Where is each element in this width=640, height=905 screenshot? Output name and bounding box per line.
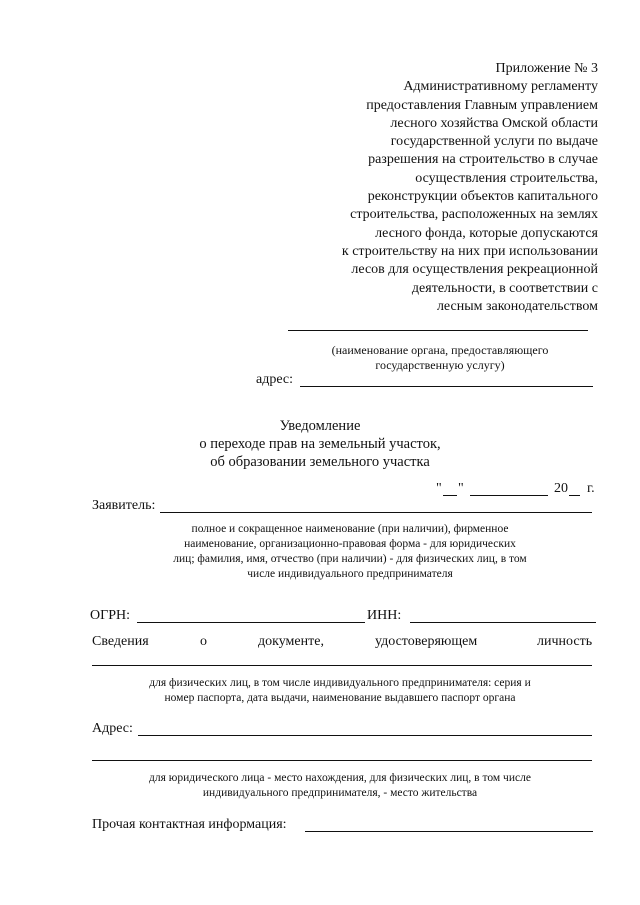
- date-year-field[interactable]: [569, 495, 580, 496]
- identity-field[interactable]: [92, 665, 592, 666]
- applicant-hint: [100, 522, 600, 582]
- date-quote-close: ": [458, 481, 464, 496]
- address-label: Адрес:: [92, 721, 133, 736]
- identity-word: документе,: [258, 634, 324, 649]
- inn-label: ИНН:: [367, 608, 402, 623]
- applicant-label: Заявитель:: [92, 498, 156, 513]
- appendix-line: лесного фонда, которые допускаются: [375, 225, 598, 241]
- applicant-field[interactable]: [160, 512, 592, 513]
- contact-field[interactable]: [305, 831, 593, 832]
- date-month-field[interactable]: [470, 495, 548, 496]
- appendix-line: разрешения на строительство в случае: [368, 152, 598, 168]
- appendix-line: государственной услуги по выдаче: [390, 134, 598, 150]
- date-quote-open: ": [436, 481, 442, 496]
- appendix-line: лесным законодательством: [436, 298, 598, 314]
- appendix-line: Административному регламенту: [403, 79, 598, 95]
- identity-word: личность: [537, 634, 593, 649]
- applicant-hint-line: наименование, организационно-правовая форма - для юридических: [184, 538, 516, 550]
- date-year-prefix: 20: [554, 481, 568, 496]
- title-line: об образовании земельного участка: [210, 454, 430, 470]
- authority-caption: [290, 343, 590, 373]
- address-field-2[interactable]: [92, 760, 592, 761]
- authority-address-label: адрес:: [256, 372, 294, 387]
- applicant-hint-line: лиц; фамилия, имя, отчество (при наличии) - для физических лиц, в том: [173, 553, 527, 565]
- address-hint-line: для юридического лица - место нахождения, для физических лиц, в том числе: [149, 772, 531, 784]
- authority-caption-line: государственную услугу): [375, 358, 505, 372]
- appendix-line: деятельности, в соответствии с: [411, 280, 598, 296]
- date-day-field[interactable]: [443, 495, 457, 496]
- applicant-hint-line: числе индивидуального предпринимателя: [247, 568, 453, 580]
- ogrn-label: ОГРН:: [90, 608, 130, 623]
- contact-label: Прочая контактная информация:: [92, 817, 287, 832]
- document-title: [0, 417, 640, 471]
- authority-caption-line: (наименование органа, предоставляющего: [331, 343, 549, 357]
- appendix-header: [278, 60, 598, 316]
- address-hint-line: индивидуального предпринимателя, - место жительства: [202, 787, 478, 799]
- identity-hint: [80, 676, 600, 706]
- appendix-line: к строительству на них при использовании: [341, 243, 598, 259]
- date-year-suffix: г.: [587, 481, 595, 496]
- appendix-line: лесов для осуществления рекреационной: [351, 262, 598, 278]
- title-line: Уведомление: [279, 418, 361, 434]
- appendix-line: осуществления строительства,: [415, 170, 598, 186]
- title-line: о переходе прав на земельный участок,: [199, 436, 441, 452]
- appendix-line: Приложение № 3: [495, 61, 598, 76]
- identity-word: о: [200, 634, 207, 649]
- appendix-line: реконструкции объектов капитального: [367, 189, 598, 205]
- authority-name-field[interactable]: [288, 330, 588, 331]
- applicant-hint-line: полное и сокращенное наименование (при наличии), фирменное: [191, 523, 509, 535]
- identity-hint-line: номер паспорта, дата выдачи, наименование выдавшего паспорт органа: [164, 692, 516, 704]
- identity-word: Сведения: [92, 634, 149, 649]
- identity-word: удостоверяющем: [375, 634, 478, 649]
- appendix-line: предоставления Главным управлением: [366, 97, 598, 113]
- address-hint: [80, 771, 600, 801]
- authority-address-field[interactable]: [300, 386, 593, 387]
- inn-field[interactable]: [410, 622, 596, 623]
- identity-hint-line: для физических лиц, в том числе индивидуального предпринимателя: серия и: [149, 677, 531, 689]
- appendix-line: строительства, расположенных на землях: [350, 207, 598, 223]
- appendix-line: лесного хозяйства Омской области: [390, 115, 598, 131]
- address-field-1[interactable]: [138, 735, 592, 736]
- ogrn-field[interactable]: [137, 622, 365, 623]
